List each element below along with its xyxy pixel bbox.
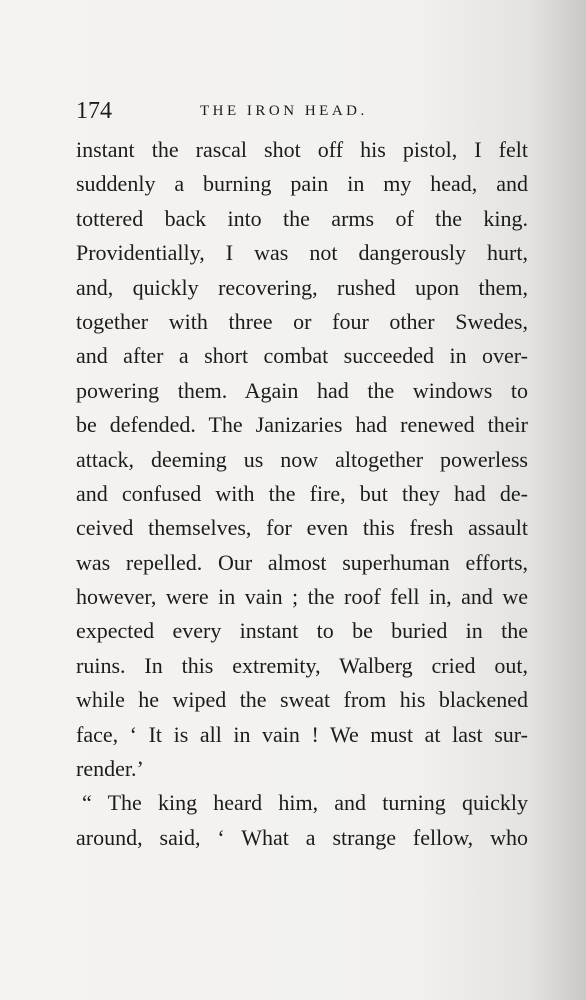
- text-line: “ The king heard him, and turning quickly: [82, 790, 528, 816]
- text-line: powering them. Again had the windows to: [76, 377, 528, 403]
- text-line: and, quickly recovering, rushed upon them,: [76, 274, 528, 300]
- text-line: face, ‘ It is all in vain ! We must at last sur-: [76, 721, 528, 747]
- text-line: expected every instant to be buried in the: [76, 618, 528, 644]
- running-title: THE IRON HEAD.: [200, 103, 368, 119]
- text-line: around, said, ‘ What a strange fellow, who: [76, 824, 528, 850]
- text-line: suddenly a burning pain in my head, and: [76, 171, 528, 197]
- text-line: Providentially, I was not dangerously hurt,: [76, 240, 528, 266]
- text-line: be defended. The Janizaries had renewed their: [76, 412, 528, 438]
- text-line: and confused with the fire, but they had de-: [76, 480, 528, 506]
- text-line: however, were in vain ; the roof fell in, and we: [76, 584, 528, 610]
- text-line: ruins. In this extremity, Walberg cried out,: [76, 652, 528, 678]
- text-line: while he wiped the sweat from his blackened: [76, 687, 528, 713]
- text-line: attack, deeming us now altogether powerless: [76, 446, 528, 472]
- text-line: was repelled. Our almost superhuman efforts,: [76, 549, 528, 575]
- text-line: render.’: [76, 756, 144, 782]
- text-line: ceived themselves, for even this fresh assault: [76, 515, 528, 541]
- text-line: instant the rascal shot off his pistol, I felt: [76, 137, 528, 162]
- text-line: tottered back into the arms of the king.: [76, 205, 528, 231]
- page-header: [76, 96, 526, 126]
- text-line: and after a short combat succeeded in over-: [76, 343, 528, 369]
- text-line: together with three or four other Swedes,: [76, 308, 528, 334]
- body-text: [76, 133, 528, 855]
- page-number: 174: [76, 98, 112, 124]
